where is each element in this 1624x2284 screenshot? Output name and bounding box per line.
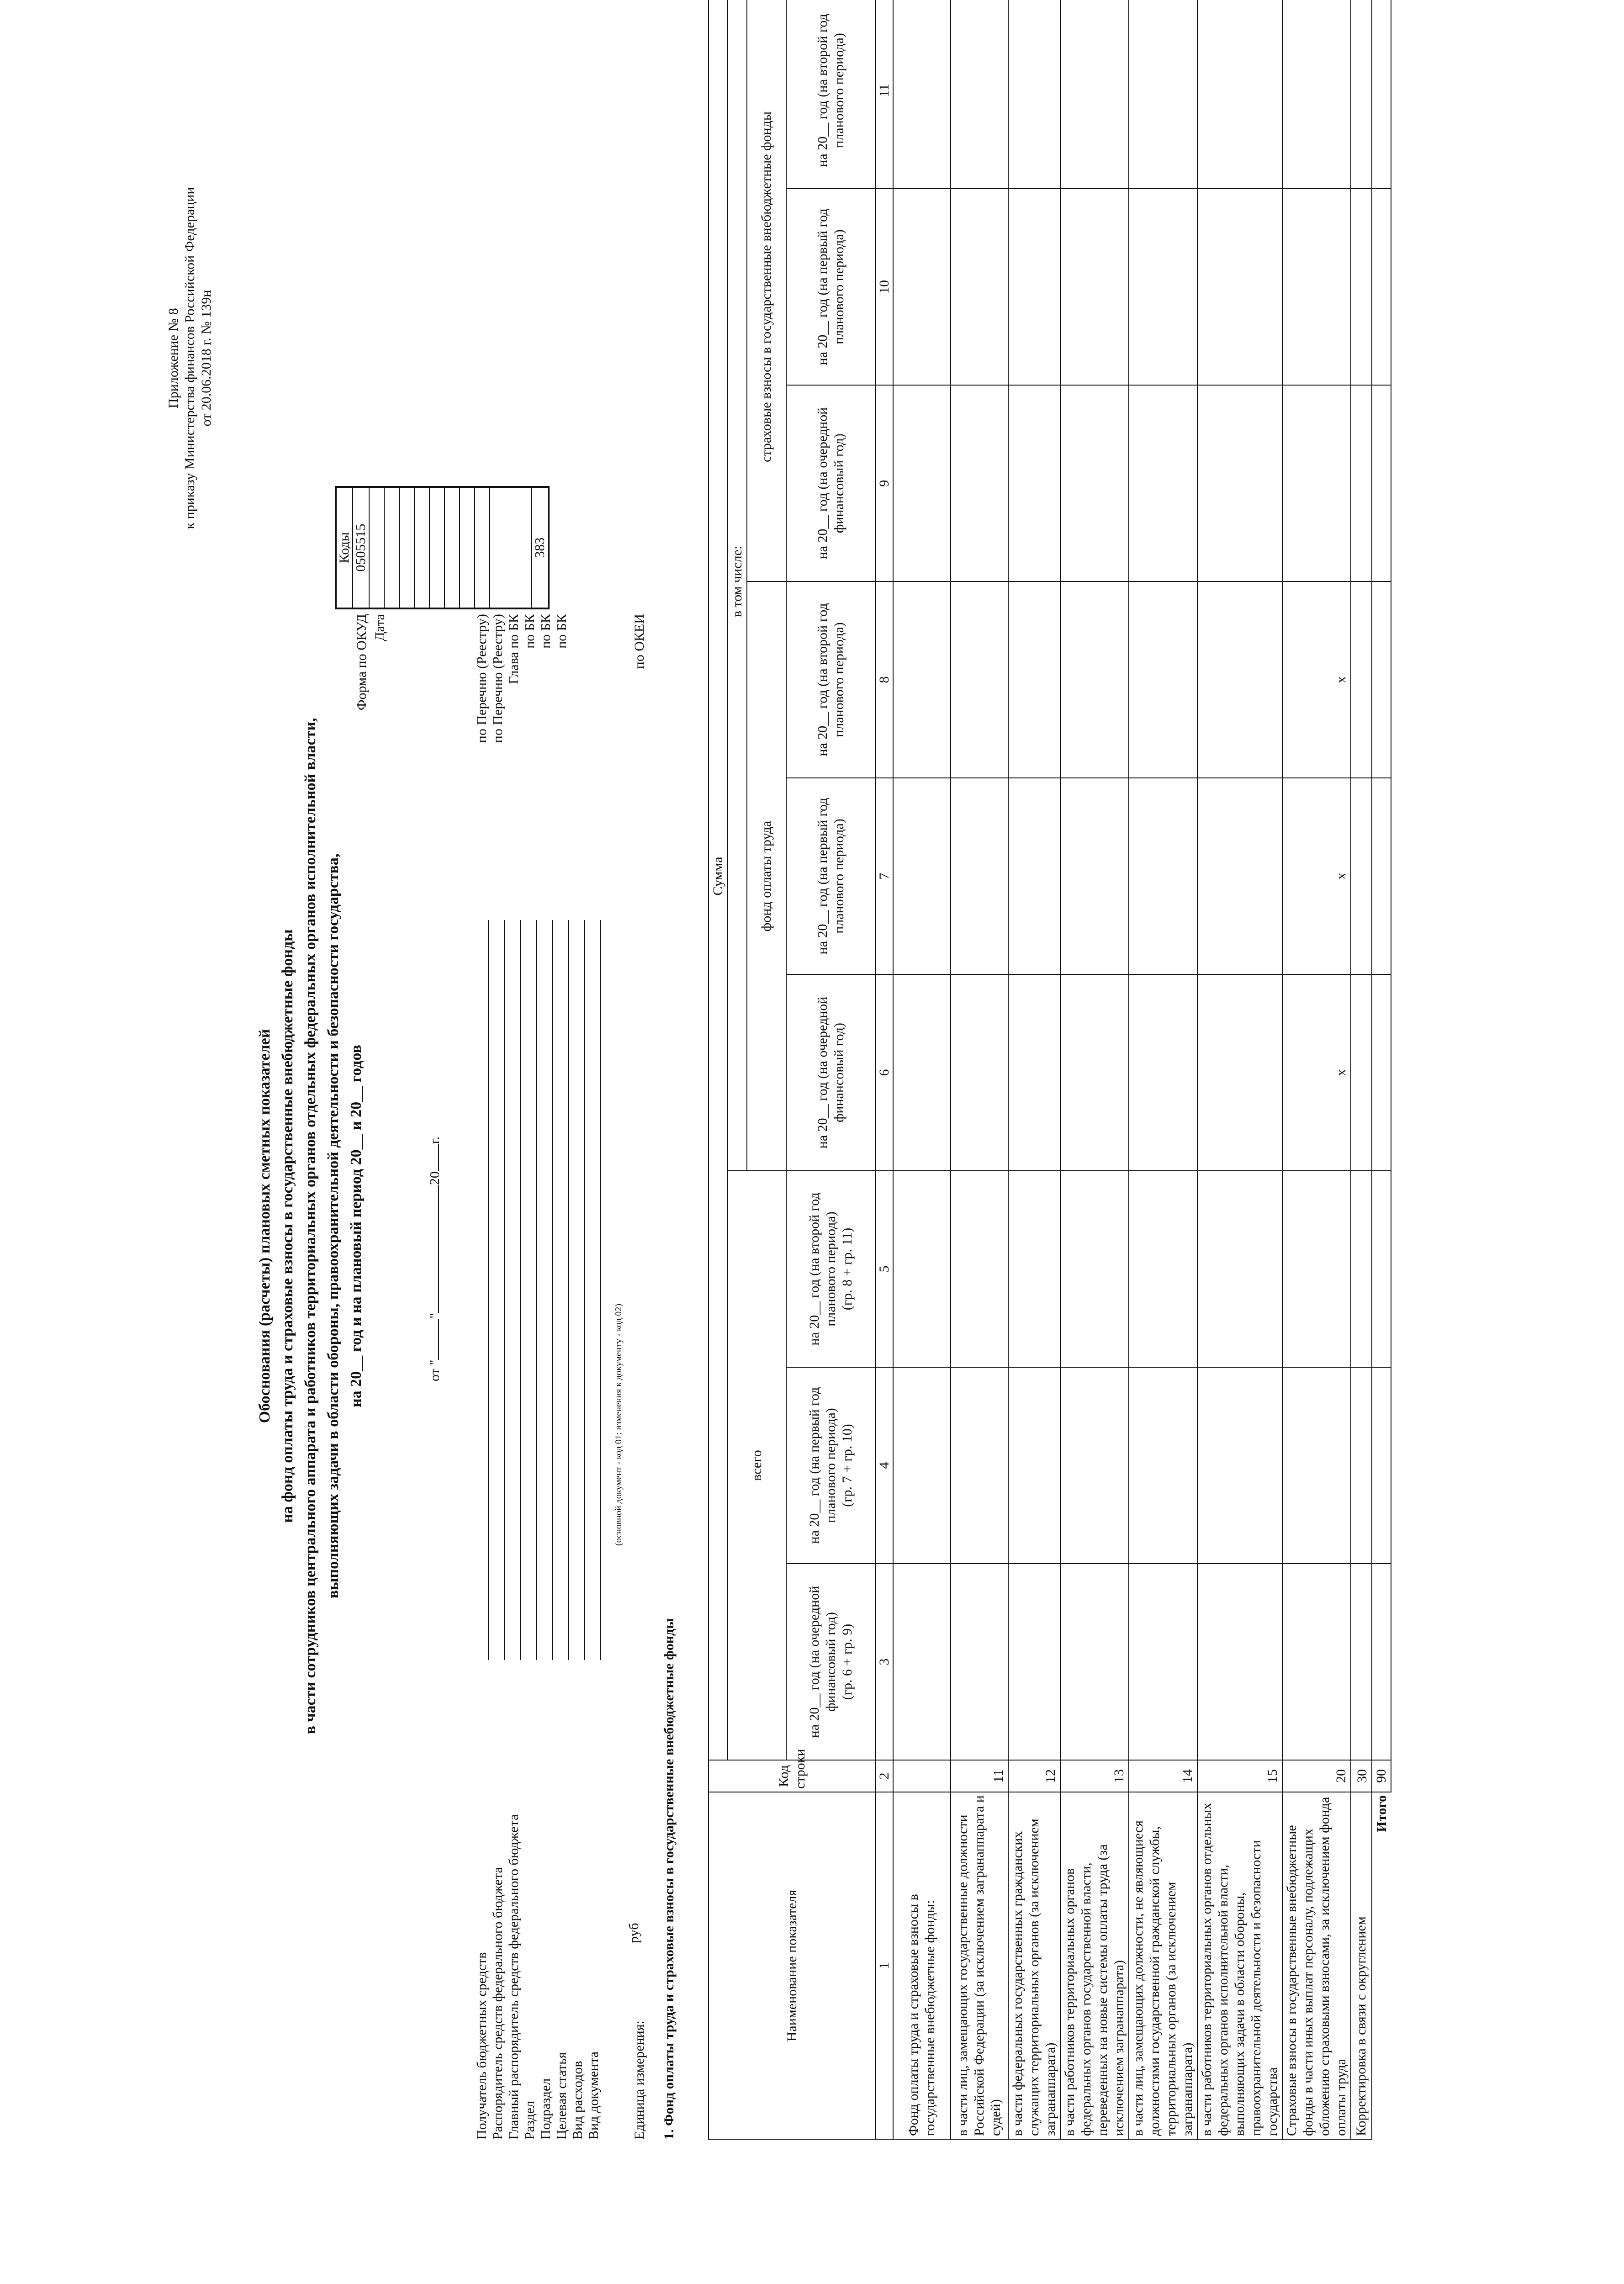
value-cell[interactable] xyxy=(1008,1171,1060,1367)
value-cell[interactable] xyxy=(951,974,1008,1171)
field-label: Раздел xyxy=(522,2101,537,2140)
value-cell[interactable] xyxy=(1197,0,1282,189)
col-number: 6 xyxy=(876,974,893,1171)
value-cell[interactable] xyxy=(1060,778,1129,974)
form-field-row xyxy=(538,614,554,2140)
value-cell[interactable] xyxy=(1129,1367,1197,1564)
total-code: 90 xyxy=(1372,1760,1391,1792)
field-label: Получатель бюджетных средств xyxy=(474,1952,489,2140)
value-cell[interactable] xyxy=(1129,385,1197,582)
col4-year: на 20__ год (на первый год планового периода) xyxy=(807,1387,838,1544)
table-row xyxy=(951,0,1008,2139)
col-number: 7 xyxy=(876,778,893,974)
value-cell[interactable] xyxy=(1008,0,1060,189)
value-cell[interactable] xyxy=(1351,0,1372,189)
date-label: Дата xyxy=(372,614,387,641)
value-cell[interactable] xyxy=(1351,974,1372,1171)
total-cell[interactable] xyxy=(1372,1564,1391,1760)
value-cell[interactable] xyxy=(1351,1564,1372,1760)
row-name: в части федеральных государственных гражданских служащих территориальных органов (за исключением загранаппарата) xyxy=(1008,1792,1060,2139)
row-name: в части работников территориальных органов отдельных федеральных органов исполнительной власти, выполняющих задачи в области обороны, правоохранительной деятельности и безопасности государства xyxy=(1197,1792,1282,2139)
value-cell[interactable] xyxy=(951,0,1008,189)
value-cell[interactable] xyxy=(951,1367,1008,1564)
value-cell[interactable]: x xyxy=(1282,974,1351,1171)
table-row xyxy=(1008,0,1060,2139)
value-cell[interactable] xyxy=(951,385,1008,582)
codes-header: Коды xyxy=(336,487,353,608)
value-cell[interactable] xyxy=(1060,1171,1129,1367)
total-cell[interactable] xyxy=(1372,1367,1391,1564)
form-field-row xyxy=(522,614,538,2140)
field-label: Распорядитель средств федерального бюджета xyxy=(490,1867,505,2140)
total-label: Итого xyxy=(1374,1795,1389,1832)
col4-formula: (гр. 7 + гр. 10) xyxy=(840,1424,855,1507)
units-label: Единица измерения: xyxy=(632,2020,647,2140)
col-number: 9 xyxy=(876,385,893,582)
table-body xyxy=(893,0,1372,2139)
total-cell[interactable] xyxy=(1372,0,1391,189)
code-cell-5[interactable] xyxy=(444,487,460,608)
value-cell[interactable] xyxy=(1129,0,1197,189)
header-col3 xyxy=(786,1564,876,1760)
field-line[interactable] xyxy=(552,920,553,1660)
column-numbers-row xyxy=(876,0,893,2139)
form-fields xyxy=(474,614,682,2140)
row-code: 30 xyxy=(1351,1760,1372,1792)
col-number: 2 xyxy=(876,1760,893,1792)
row-code xyxy=(893,1760,951,1792)
title-line-1: Обоснования (расчеты) плановых сметных показателей xyxy=(256,1029,273,1423)
value-cell[interactable] xyxy=(893,778,951,974)
header-insurance: страховые взносы в государственные внебюджетные фонды xyxy=(747,0,786,582)
value-cell[interactable] xyxy=(951,1564,1008,1760)
header-name: Наименование показателя xyxy=(709,1792,876,2139)
field-line[interactable] xyxy=(520,920,521,1660)
value-cell[interactable] xyxy=(893,1171,951,1367)
code-cell-6[interactable] xyxy=(460,487,475,608)
value-cell[interactable] xyxy=(1008,189,1060,385)
header-col11: на 20__ год (на второй год планового периода) xyxy=(786,0,876,189)
col3-formula: (гр. 6 + гр. 9) xyxy=(840,1623,855,1700)
value-cell[interactable] xyxy=(1351,189,1372,385)
row-code: 12 xyxy=(1008,1760,1060,1792)
value-cell[interactable] xyxy=(893,0,951,189)
value-cell[interactable] xyxy=(1008,974,1060,1171)
field-label: Целевая статья xyxy=(554,2052,569,2140)
date-year: 20 xyxy=(427,1171,442,1185)
header-col10: на 20__ год (на первый год планового периода) xyxy=(786,189,876,385)
value-cell[interactable] xyxy=(1197,1171,1282,1367)
value-cell[interactable] xyxy=(1351,385,1372,582)
col-number: 8 xyxy=(876,582,893,778)
okud-code: 0505515 xyxy=(353,487,369,608)
field-code-label: по БК xyxy=(522,614,537,649)
table-row xyxy=(893,0,951,2139)
value-cell[interactable] xyxy=(1129,974,1197,1171)
value-cell[interactable] xyxy=(1282,1367,1351,1564)
field-line[interactable] xyxy=(536,920,537,1660)
form-field-row xyxy=(490,614,506,2140)
row-code: 13 xyxy=(1060,1760,1129,1792)
field-line[interactable] xyxy=(504,920,505,1660)
table-row xyxy=(1351,0,1372,2139)
value-cell[interactable] xyxy=(1197,1367,1282,1564)
total-cell[interactable] xyxy=(1372,974,1391,1171)
form-field-row xyxy=(474,614,490,2140)
field-line[interactable] xyxy=(568,920,569,1660)
code-cell-2[interactable] xyxy=(399,487,414,608)
value-cell[interactable] xyxy=(951,778,1008,974)
value-cell[interactable] xyxy=(1008,385,1060,582)
header-fot: фонд оплаты труда xyxy=(747,582,786,1171)
header-col5 xyxy=(786,1171,876,1367)
field-label: Вид расходов xyxy=(570,2061,585,2140)
field-code-label: по БК xyxy=(554,614,569,649)
col-number: 10 xyxy=(876,189,893,385)
appendix-block xyxy=(165,130,215,587)
appendix-line-3: от 20.06.2018 г. № 139н xyxy=(199,290,214,427)
table-row xyxy=(1060,0,1129,2139)
col-number: 1 xyxy=(876,1792,893,2139)
value-cell[interactable] xyxy=(893,1367,951,1564)
col3-year: на 20__ год (на очередной финансовый год) xyxy=(807,1586,838,1738)
form-field-row xyxy=(570,614,586,2140)
value-cell[interactable] xyxy=(951,189,1008,385)
value-cell[interactable] xyxy=(1008,1564,1060,1760)
table-row xyxy=(1129,0,1197,2139)
form-field-row xyxy=(506,614,522,2140)
okei-label: по ОКЕИ xyxy=(632,614,647,669)
value-cell[interactable] xyxy=(1060,582,1129,778)
section-title-row xyxy=(661,614,682,2140)
value-cell[interactable] xyxy=(1197,1564,1282,1760)
date-suffix: г. xyxy=(427,1136,442,1144)
value-cell[interactable] xyxy=(1351,1367,1372,1564)
row-name: в части лиц, замещающих государственные должности Российской Федерации (за исключением загранаппарата и судей) xyxy=(951,1792,1008,2139)
value-cell[interactable] xyxy=(1197,385,1282,582)
value-cell[interactable] xyxy=(1282,1171,1351,1367)
form-field-row xyxy=(586,614,604,2140)
row-name: Корректировка в связи с округлением xyxy=(1351,1792,1372,2139)
col-number: 5 xyxy=(876,1171,893,1367)
code-cell-1[interactable] xyxy=(384,487,399,608)
row-name: Фонд оплаты труда и страховые взносы в государственные внебюджетные фонды: xyxy=(893,1792,951,2139)
value-cell[interactable] xyxy=(1351,582,1372,778)
value-cell[interactable] xyxy=(1351,1171,1372,1367)
field-code-label: по Перечню (Реестру) xyxy=(474,614,489,743)
total-cell[interactable] xyxy=(1372,582,1391,778)
value-cell[interactable] xyxy=(1282,189,1351,385)
code-cell-3[interactable] xyxy=(414,487,429,608)
value-cell[interactable] xyxy=(1060,189,1129,385)
title-line-5: на 20__ год и на плановый период 20__ и 20__ годов xyxy=(348,1045,365,1407)
total-cell[interactable] xyxy=(1372,778,1391,974)
header-including: в том числе: xyxy=(728,0,747,1171)
header-code: Код строки xyxy=(709,1760,876,1792)
title-line-3: в части сотрудников центрального аппарата и работников территориальных органов отдельных федеральных органов исполнительной власти, xyxy=(302,718,319,1734)
main-table xyxy=(708,0,1391,2140)
field-line[interactable] xyxy=(584,920,585,1660)
section-title: 1. Фонд оплаты труда и страховые взносы в государственные внебюджетные фонды xyxy=(661,1618,677,2140)
value-cell[interactable] xyxy=(893,582,951,778)
value-cell[interactable] xyxy=(1129,1564,1197,1760)
value-cell[interactable] xyxy=(1129,189,1197,385)
date-day-field[interactable] xyxy=(438,1319,439,1360)
units-row xyxy=(626,614,652,2140)
value-cell[interactable] xyxy=(951,1171,1008,1367)
value-cell[interactable] xyxy=(1060,1367,1129,1564)
row-name: в части работников территориальных органов федеральных органов государственной власти, переведенных на новые системы оплаты труда (за исключением загранаппарата) xyxy=(1060,1792,1129,2139)
value-cell[interactable]: x xyxy=(1282,778,1351,974)
field-code-label: по БК xyxy=(538,614,553,649)
value-cell[interactable] xyxy=(1008,582,1060,778)
code-cell-8[interactable] xyxy=(490,487,532,608)
col5-year: на 20__ год (на второй год планового периода) xyxy=(807,1192,838,1346)
date-prefix: от " xyxy=(427,1359,442,1381)
title-line-4: выполняющих задачи в области обороны, правоохранительной деятельности и безопасности государства, xyxy=(325,853,342,1599)
field-line[interactable] xyxy=(488,920,489,1660)
document-title xyxy=(254,472,368,1980)
value-cell[interactable] xyxy=(1060,385,1129,582)
date-mid: " xyxy=(427,1313,442,1319)
appendix-line-2: к приказу Министерства финансов Российской Федерации xyxy=(182,187,197,529)
header-col6: на 20__ год (на очередной финансовый год) xyxy=(786,974,876,1171)
units-value: руб xyxy=(626,1923,641,1943)
value-cell[interactable] xyxy=(1197,778,1282,974)
row-code: 11 xyxy=(951,1760,1008,1792)
value-cell[interactable] xyxy=(1282,385,1351,582)
appendix-line-1: Приложение № 8 xyxy=(166,308,181,408)
code-cell-7[interactable] xyxy=(475,487,490,608)
total-cell[interactable] xyxy=(1372,385,1391,582)
value-cell[interactable] xyxy=(1129,1171,1197,1367)
value-cell[interactable] xyxy=(1060,974,1129,1171)
table-row xyxy=(1197,0,1282,2139)
value-cell[interactable] xyxy=(893,1564,951,1760)
value-cell[interactable] xyxy=(893,385,951,582)
value-cell[interactable] xyxy=(1351,778,1372,974)
col5-formula: (гр. 8 + гр. 11) xyxy=(840,1227,855,1311)
field-label: Вид документа xyxy=(586,2051,601,2140)
date-year-field[interactable] xyxy=(438,1144,439,1171)
value-cell[interactable] xyxy=(1060,1564,1129,1760)
code-date-cell[interactable] xyxy=(369,487,384,608)
total-cell[interactable] xyxy=(1372,189,1391,385)
col-number: 3 xyxy=(876,1564,893,1760)
col-number: 4 xyxy=(876,1367,893,1564)
header-col8: на 20__ год (на второй год планового периода) xyxy=(786,582,876,778)
value-cell[interactable] xyxy=(1197,189,1282,385)
okud-label: Форма по ОКУД xyxy=(354,614,369,711)
field-label: Главный распорядитель средств федерального бюджета xyxy=(506,1814,521,2140)
okei-code: 383 xyxy=(532,487,549,608)
header-col4 xyxy=(786,1367,876,1564)
value-cell[interactable] xyxy=(1060,0,1129,189)
form-field-row xyxy=(554,614,570,2140)
date-line xyxy=(427,1137,443,1381)
header-sum: Сумма xyxy=(709,0,728,1760)
header-total: всего xyxy=(728,1171,786,1760)
value-cell[interactable] xyxy=(1129,778,1197,974)
value-cell[interactable] xyxy=(1197,582,1282,778)
code-cell-4[interactable] xyxy=(429,487,444,608)
field-line[interactable] xyxy=(600,920,601,1660)
value-cell[interactable]: x xyxy=(1282,582,1351,778)
field-code-label: по Перечню (Реестру) xyxy=(490,614,505,743)
codes-table xyxy=(335,486,550,609)
header-col7: на 20__ год (на первый год планового периода) xyxy=(786,778,876,974)
col-number: 11 xyxy=(876,0,893,189)
title-line-2: на фонд оплаты труда и страховые взносы в государственные внебюджетные фонды xyxy=(279,929,296,1523)
value-cell[interactable] xyxy=(1197,974,1282,1171)
doc-note: (основной документ - код 01; изменения к документу - код 02) xyxy=(614,1304,624,1546)
value-cell[interactable] xyxy=(893,189,951,385)
total-cell[interactable] xyxy=(1372,1171,1391,1367)
value-cell[interactable] xyxy=(1129,582,1197,778)
field-label: Подраздел xyxy=(538,2078,553,2140)
header-col9: на 20__ год (на очередной финансовый год) xyxy=(786,385,876,582)
total-row xyxy=(1372,0,1391,2139)
field-code-label: Глава по БК xyxy=(506,614,521,684)
row-code: 20 xyxy=(1282,1760,1351,1792)
table-row xyxy=(1282,0,1351,2139)
value-cell[interactable] xyxy=(1282,1564,1351,1760)
value-cell[interactable] xyxy=(951,582,1008,778)
value-cell[interactable] xyxy=(1008,778,1060,974)
row-code: 14 xyxy=(1129,1760,1197,1792)
row-name: в части лиц, замещающих должности, не являющиеся должностями государственной гражданской службы, территориальных органов (за исключением загранаппарата) xyxy=(1129,1792,1197,2139)
value-cell[interactable] xyxy=(1008,1367,1060,1564)
value-cell[interactable] xyxy=(893,974,951,1171)
date-month-field[interactable] xyxy=(438,1185,439,1313)
value-cell[interactable] xyxy=(1282,0,1351,189)
row-name: Страховые взносы в государственные внебюджетные фонды в части иных выплат персоналу, подлежащих обложению страховыми взносами, за исключением фонда оплаты труда xyxy=(1282,1792,1351,2139)
row-code: 15 xyxy=(1197,1760,1282,1792)
